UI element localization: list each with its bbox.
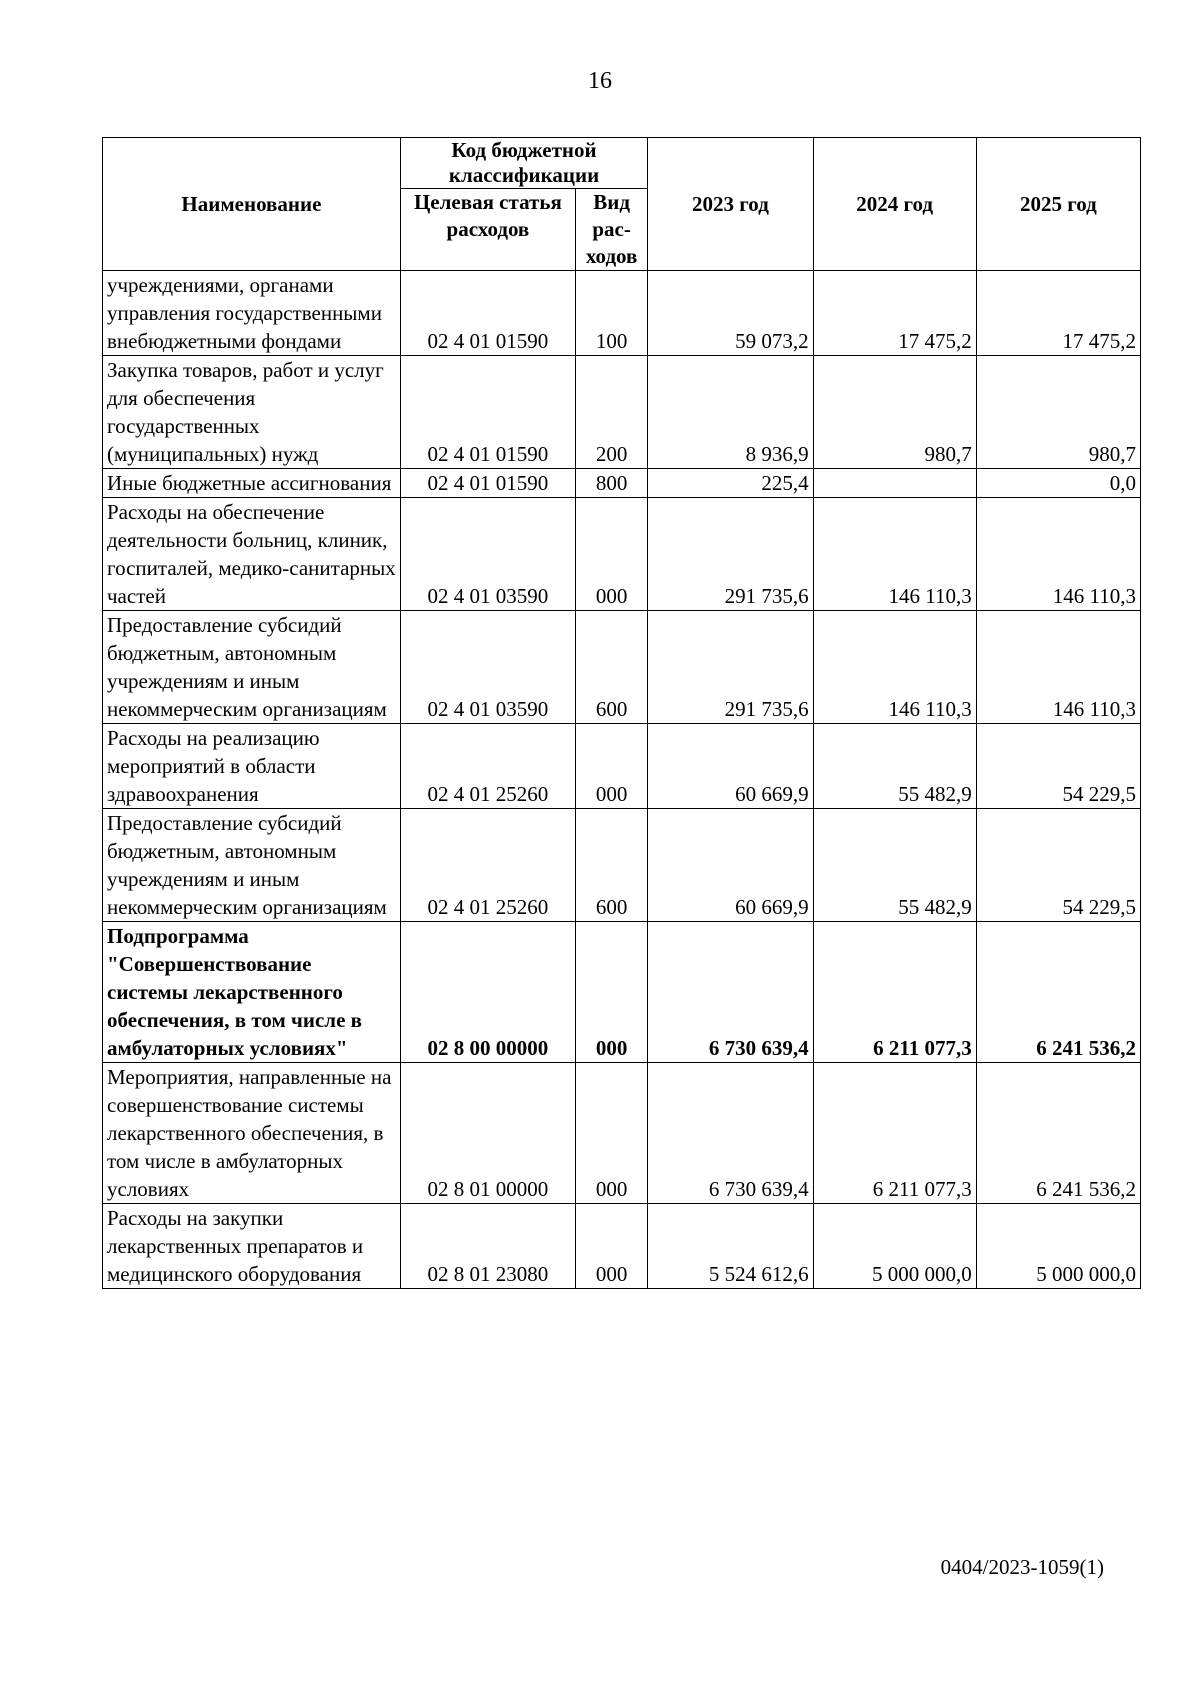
cell-target-code: 02 4 01 25260 bbox=[400, 724, 575, 809]
header-target: Целевая статья расходов bbox=[400, 189, 575, 271]
cell-target-code: 02 4 01 03590 bbox=[400, 611, 575, 724]
table-row bbox=[103, 611, 1141, 724]
cell-target-code: 02 4 01 01590 bbox=[400, 356, 575, 469]
cell-expense-kind: 000 bbox=[575, 498, 647, 611]
cell-target-code: 02 8 00 00000 bbox=[400, 922, 575, 1063]
cell-2025: 6 241 536,2 bbox=[976, 922, 1140, 1063]
cell-name: Закупка товаров, работ и услуг для обеспечения государственных (муниципальных) нужд bbox=[103, 356, 401, 469]
cell-name: Иные бюджетные ассигнования bbox=[103, 469, 401, 498]
cell-name: Расходы на обеспечение деятельности больниц, клиник, госпиталей, медико-санитарных частей bbox=[103, 498, 401, 611]
cell-2025: 54 229,5 bbox=[976, 724, 1140, 809]
cell-name: Расходы на реализацию мероприятий в области здравоохранения bbox=[103, 724, 401, 809]
header-2025: 2025 год bbox=[976, 138, 1140, 271]
cell-2025: 146 110,3 bbox=[976, 498, 1140, 611]
cell-2023: 59 073,2 bbox=[648, 271, 813, 356]
cell-name: Предоставление субсидий бюджетным, автономным учреждениям и иным некоммерческим организациям bbox=[103, 809, 401, 922]
cell-2023: 291 735,6 bbox=[648, 498, 813, 611]
cell-2024: 55 482,9 bbox=[813, 724, 976, 809]
cell-2024: 146 110,3 bbox=[813, 498, 976, 611]
page-number: 16 bbox=[588, 68, 612, 94]
header-kind: Вид рас-ходов bbox=[575, 189, 647, 271]
cell-name: учреждениями, органами управления государственными внебюджетными фондами bbox=[103, 271, 401, 356]
cell-2024: 5 000 000,0 bbox=[813, 1204, 976, 1289]
cell-target-code: 02 8 01 23080 bbox=[400, 1204, 575, 1289]
cell-name: Подпрограмма "Совершенствование системы лекарственного обеспечения, в том числе в амбулаторных условиях" bbox=[103, 922, 401, 1063]
cell-2024 bbox=[813, 469, 976, 498]
cell-2023: 291 735,6 bbox=[648, 611, 813, 724]
cell-2023: 6 730 639,4 bbox=[648, 1063, 813, 1204]
cell-2023: 8 936,9 bbox=[648, 356, 813, 469]
table-row bbox=[103, 809, 1141, 922]
budget-table bbox=[102, 137, 1141, 1289]
table-row bbox=[103, 469, 1141, 498]
cell-expense-kind: 600 bbox=[575, 611, 647, 724]
cell-name: Мероприятия, направленные на совершенствование системы лекарственного обеспечения, в том числе в амбулаторных условиях bbox=[103, 1063, 401, 1204]
cell-expense-kind: 000 bbox=[575, 922, 647, 1063]
cell-expense-kind: 000 bbox=[575, 724, 647, 809]
cell-2025: 6 241 536,2 bbox=[976, 1063, 1140, 1204]
cell-expense-kind: 000 bbox=[575, 1204, 647, 1289]
cell-target-code: 02 4 01 25260 bbox=[400, 809, 575, 922]
cell-target-code: 02 8 01 00000 bbox=[400, 1063, 575, 1204]
cell-2025: 980,7 bbox=[976, 356, 1140, 469]
header-name: Наименование bbox=[103, 138, 401, 271]
cell-expense-kind: 800 bbox=[575, 469, 647, 498]
cell-2024: 55 482,9 bbox=[813, 809, 976, 922]
cell-2025: 54 229,5 bbox=[976, 809, 1140, 922]
header-2023: 2023 год bbox=[648, 138, 813, 271]
cell-2025: 5 000 000,0 bbox=[976, 1204, 1140, 1289]
cell-2023: 60 669,9 bbox=[648, 724, 813, 809]
table-body bbox=[103, 271, 1141, 1289]
cell-2024: 146 110,3 bbox=[813, 611, 976, 724]
table-row bbox=[103, 922, 1141, 1063]
table-row bbox=[103, 724, 1141, 809]
cell-2024: 17 475,2 bbox=[813, 271, 976, 356]
cell-expense-kind: 600 bbox=[575, 809, 647, 922]
cell-expense-kind: 200 bbox=[575, 356, 647, 469]
table-row bbox=[103, 271, 1141, 356]
cell-2023: 225,4 bbox=[648, 469, 813, 498]
cell-2024: 6 211 077,3 bbox=[813, 1063, 976, 1204]
cell-2023: 60 669,9 bbox=[648, 809, 813, 922]
table-row bbox=[103, 1204, 1141, 1289]
cell-2025: 17 475,2 bbox=[976, 271, 1140, 356]
table-row bbox=[103, 1063, 1141, 1204]
cell-2025: 0,0 bbox=[976, 469, 1140, 498]
header-2024: 2024 год bbox=[813, 138, 976, 271]
cell-target-code: 02 4 01 01590 bbox=[400, 469, 575, 498]
table-row bbox=[103, 356, 1141, 469]
cell-2025: 146 110,3 bbox=[976, 611, 1140, 724]
cell-expense-kind: 000 bbox=[575, 1063, 647, 1204]
cell-name: Предоставление субсидий бюджетным, автономным учреждениям и иным некоммерческим организациям bbox=[103, 611, 401, 724]
table-row bbox=[103, 498, 1141, 611]
cell-target-code: 02 4 01 01590 bbox=[400, 271, 575, 356]
cell-2024: 6 211 077,3 bbox=[813, 922, 976, 1063]
cell-2024: 980,7 bbox=[813, 356, 976, 469]
cell-name: Расходы на закупки лекарственных препаратов и медицинского оборудования bbox=[103, 1204, 401, 1289]
cell-2023: 5 524 612,6 bbox=[648, 1204, 813, 1289]
document-code: 0404/2023-1059(1) bbox=[940, 1555, 1104, 1579]
cell-2023: 6 730 639,4 bbox=[648, 922, 813, 1063]
cell-target-code: 02 4 01 03590 bbox=[400, 498, 575, 611]
cell-expense-kind: 100 bbox=[575, 271, 647, 356]
header-code-group: Код бюджетной классификации bbox=[400, 138, 647, 189]
